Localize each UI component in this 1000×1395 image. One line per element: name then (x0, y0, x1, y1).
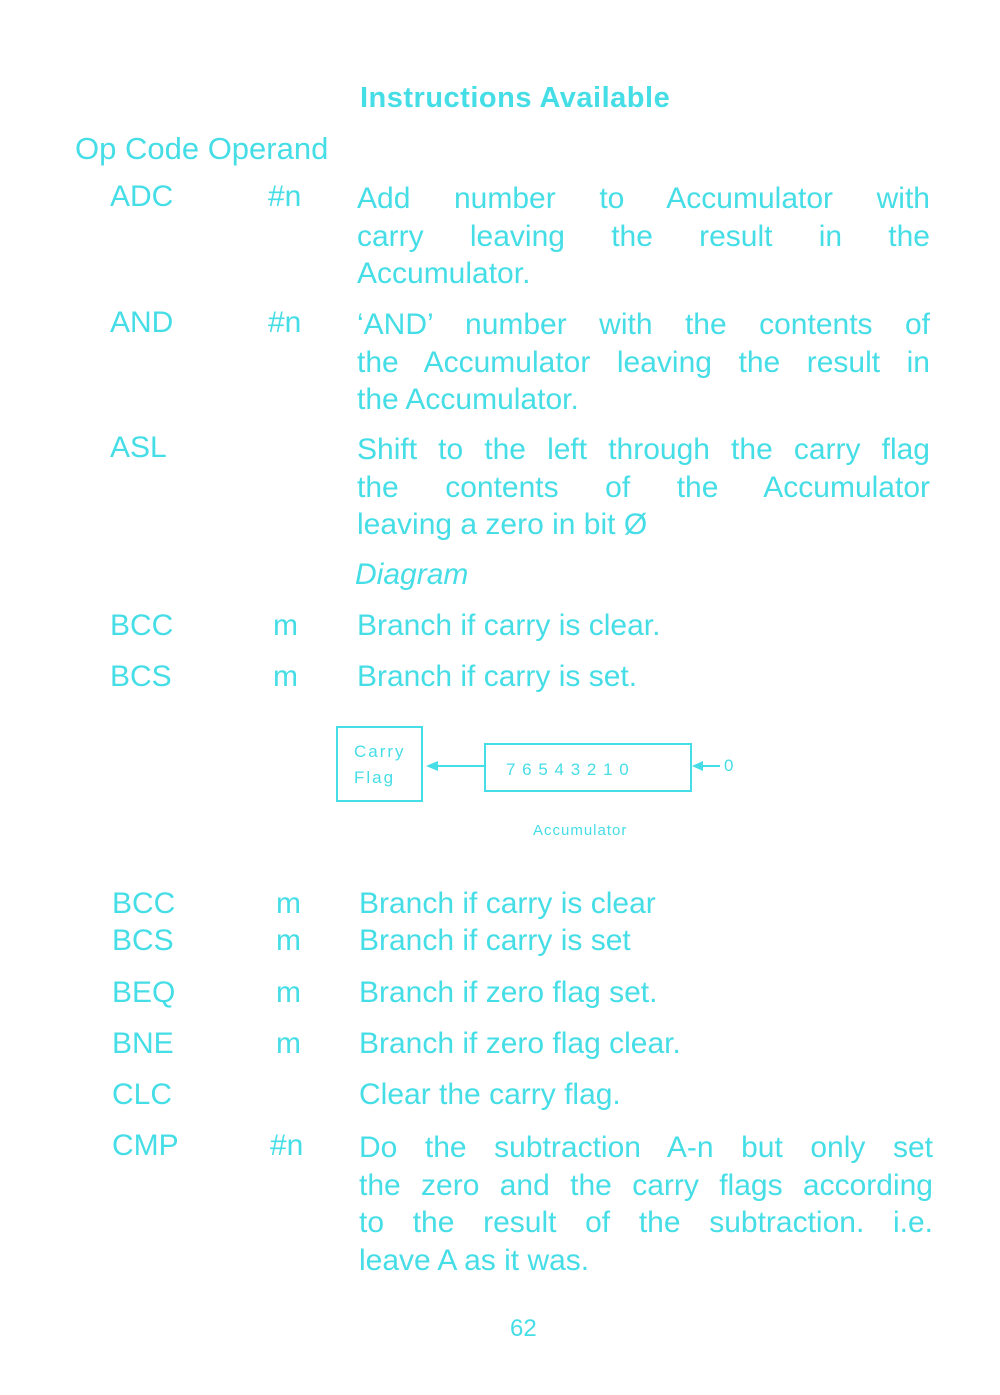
opcode-and: AND (110, 306, 174, 339)
operand-adc: #n (268, 180, 302, 213)
operand-bcc: m (273, 609, 298, 642)
description-clc: Clear the carry flag. (359, 1078, 621, 1111)
opcode-adc: ADC (110, 180, 174, 213)
opcode-bcs: BCS (110, 660, 172, 693)
operand-cmp: #n (270, 1129, 304, 1162)
accumulator-bits: 7 6 5 4 3 2 1 0 (506, 760, 630, 779)
description-line: Do the subtraction A-n but only set (359, 1131, 933, 1164)
opcode-bcc: BCC (110, 609, 174, 642)
description-bcc-2: Branch if carry is clear (359, 887, 656, 920)
opcode-bcs-2: BCS (112, 924, 174, 957)
diagram-heading: Diagram (355, 558, 469, 591)
carry-label-2: Flag (354, 768, 396, 787)
opcode-cmp: CMP (112, 1129, 179, 1162)
operand-bcs: m (273, 660, 298, 693)
operand-bcc-2: m (276, 887, 301, 920)
description-line: carry leaving the result in the (357, 219, 930, 253)
page-number: 62 (510, 1315, 537, 1342)
input-arrowhead (692, 761, 703, 771)
opcode-asl: ASL (110, 431, 167, 464)
operand-and: #n (268, 306, 302, 339)
description-line: Shift to the left through the carry flag (357, 433, 930, 466)
column-header: Op Code Operand (75, 131, 329, 166)
operand-bne: m (276, 1027, 301, 1060)
opcode-bcc-2: BCC (112, 887, 176, 920)
shift-arrowhead (426, 761, 438, 771)
description-line: Accumulator. (357, 257, 531, 290)
carry-label-1: Carry (354, 742, 406, 761)
description-beq: Branch if zero flag set. (359, 976, 658, 1009)
opcode-beq: BEQ (112, 976, 176, 1009)
description-line: leave A as it was. (359, 1243, 590, 1277)
description-line: the Accumulator leaving the result in (357, 345, 930, 379)
description-bcs-2: Branch if carry is set (359, 924, 631, 957)
description-line: to the result of the subtraction. i.e. (359, 1206, 933, 1239)
opcode-bne: BNE (112, 1027, 174, 1060)
description-line: Add number to Accumulator with (357, 182, 930, 215)
carry-flag-box (337, 727, 422, 801)
input-zero: 0 (724, 756, 734, 775)
description-bcc: Branch if carry is clear. (357, 609, 661, 642)
operand-bcs-2: m (276, 924, 301, 957)
description-line: the contents of the Accumulator (357, 470, 930, 504)
page-title: Instructions Available (360, 82, 671, 114)
operand-beq: m (276, 976, 301, 1009)
description-line: the Accumulator. (357, 383, 579, 416)
description-line: the zero and the carry flags according (359, 1168, 933, 1202)
description-line: leaving a zero in bit Ø (357, 508, 648, 541)
description-cmp (359, 1129, 933, 1279)
description-bne: Branch if zero flag clear. (359, 1027, 681, 1060)
opcode-clc: CLC (112, 1078, 173, 1111)
description-line: ‘AND’ number with the contents of (357, 308, 930, 341)
accumulator-caption: Accumulator (533, 822, 628, 839)
description-bcs: Branch if carry is set. (357, 660, 638, 693)
